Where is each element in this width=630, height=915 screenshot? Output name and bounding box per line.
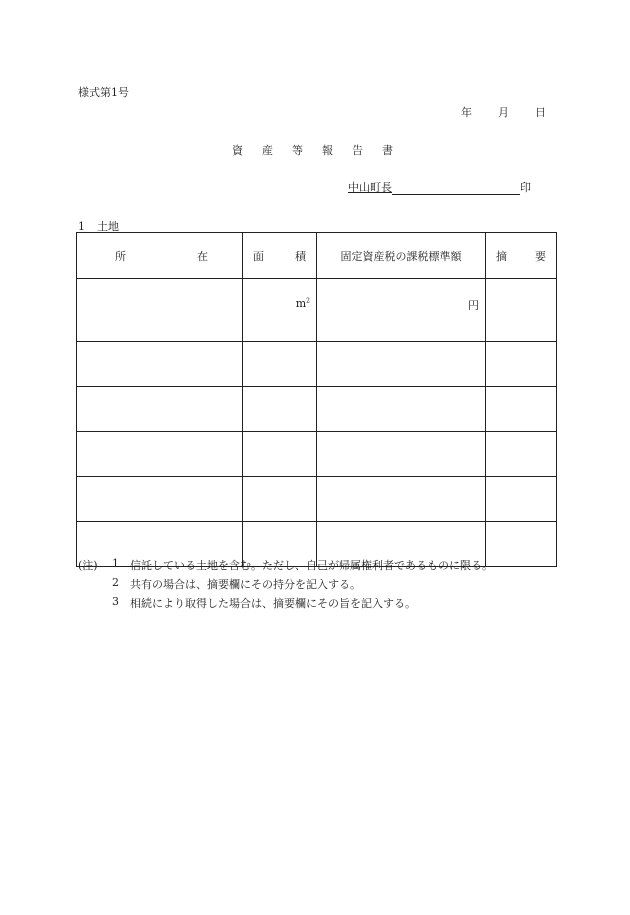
area-cell[interactable] — [243, 387, 317, 432]
table-row — [77, 477, 557, 522]
remarks-cell[interactable] — [486, 279, 557, 342]
document-title — [232, 142, 393, 158]
location-cell[interactable] — [77, 279, 243, 342]
location-cell[interactable] — [77, 477, 243, 522]
tax-base-cell[interactable] — [317, 432, 486, 477]
notes — [78, 557, 493, 614]
table-header-row — [77, 233, 557, 279]
year-label: 年 — [461, 106, 472, 119]
title-char: 資 — [232, 144, 243, 157]
location-cell[interactable] — [77, 342, 243, 387]
recipient-name: 中山町長 — [348, 181, 392, 194]
note-number: 1 — [112, 557, 119, 570]
remarks-cell[interactable] — [486, 387, 557, 432]
area-cell[interactable] — [243, 477, 317, 522]
tax-base-cell[interactable] — [317, 387, 486, 432]
header-area: 面 積 — [243, 233, 317, 279]
note-item — [78, 557, 493, 576]
header-location: 所 在 — [77, 233, 243, 279]
day-label: 日 — [535, 106, 546, 119]
date-line — [461, 104, 546, 120]
month-label: 月 — [498, 106, 509, 119]
seal-label: 印 — [520, 181, 531, 194]
table-row — [77, 387, 557, 432]
area-unit: m — [295, 297, 307, 310]
note-number: 2 — [112, 576, 119, 589]
recipient-line — [348, 179, 531, 195]
currency-unit: 円 — [468, 299, 479, 312]
table-row — [77, 279, 557, 342]
form-number: 様式第1号 — [78, 86, 129, 99]
title-char: 告 — [352, 144, 363, 157]
remarks-cell[interactable] — [486, 477, 557, 522]
tax-base-cell[interactable] — [317, 279, 486, 342]
title-char: 等 — [292, 144, 303, 157]
notes-prefix: (注) — [78, 559, 98, 572]
section-label: 土地 — [97, 220, 119, 233]
note-text: 相続により取得した場合は、摘要欄にその旨を記入する。 — [130, 597, 416, 610]
title-char: 書 — [382, 144, 393, 157]
area-cell[interactable] — [243, 342, 317, 387]
remarks-cell[interactable] — [486, 522, 557, 567]
remarks-cell[interactable] — [486, 432, 557, 477]
title-char: 報 — [322, 144, 333, 157]
title-char: 産 — [262, 144, 273, 157]
tax-base-cell[interactable] — [317, 477, 486, 522]
location-cell[interactable] — [77, 387, 243, 432]
note-item — [78, 595, 493, 614]
note-text: 共有の場合は、摘要欄にその持分を記入する。 — [130, 578, 361, 591]
section-number: 1 — [78, 220, 85, 233]
header-remarks: 摘 要 — [486, 233, 557, 279]
tax-base-cell[interactable] — [317, 342, 486, 387]
table-row — [77, 342, 557, 387]
table-row — [77, 432, 557, 477]
note-item — [78, 576, 493, 595]
note-text: 信託している土地を含む。ただし、自己が帰属権利者であるものに限る。 — [130, 559, 493, 572]
header-tax-base: 固定資産税の課税標準額 — [317, 233, 486, 279]
remarks-cell[interactable] — [486, 342, 557, 387]
area-unit-sup: 2 — [306, 297, 310, 305]
area-cell[interactable] — [243, 432, 317, 477]
signature-line — [392, 182, 520, 195]
note-number: 3 — [112, 595, 119, 608]
area-cell[interactable] — [243, 279, 317, 342]
location-cell[interactable] — [77, 432, 243, 477]
land-table — [76, 232, 557, 567]
